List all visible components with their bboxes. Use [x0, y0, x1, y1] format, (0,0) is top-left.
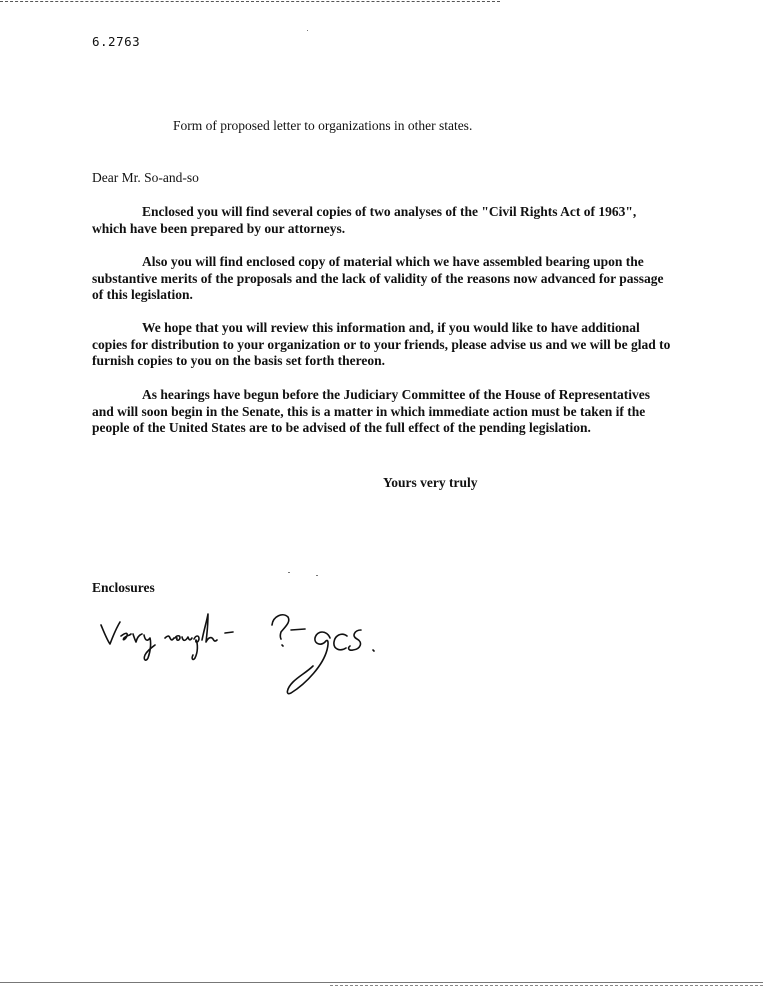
handwritten-note-signature	[95, 600, 395, 705]
page-bottom-edge	[0, 982, 763, 983]
paragraph-1: Enclosed you will find several copies of two analyses of the "Civil Rights Act of 1963", which have been prepared by our attorneys.	[92, 204, 637, 236]
letter-heading: Form of proposed letter to organizations in other states.	[173, 118, 473, 133]
complimentary-closing: Yours very truly	[383, 475, 478, 490]
page-bottom-edge-secondary	[330, 985, 763, 986]
reference-number: 6.2763	[92, 34, 141, 49]
paragraph-3: We hope that you will review this information and, if you would like to have additional copies for distribution to your organization or to your friends, please advise us and we will be glad to furnish copies to you on the basis set forth thereon.	[92, 320, 671, 368]
salutation: Dear Mr. So-and-so	[92, 170, 199, 185]
page-top-edge	[0, 1, 500, 2]
scan-speck	[288, 572, 290, 573]
scan-speck	[316, 575, 318, 576]
scan-speck	[307, 30, 308, 31]
enclosures-label: Enclosures	[92, 580, 155, 595]
paragraph-2: Also you will find enclosed copy of material which we have assembled bearing upon the substantive merits of the proposals and the lack of validity of the reasons now advanced for passage of this legislation.	[92, 254, 664, 302]
paragraph-4: As hearings have begun before the Judiciary Committee of the House of Representatives and will soon begin in the Senate, this is a matter in which immediate action must be taken if the people of the United States are to be advised of the full effect of the pending legislation.	[92, 387, 650, 435]
